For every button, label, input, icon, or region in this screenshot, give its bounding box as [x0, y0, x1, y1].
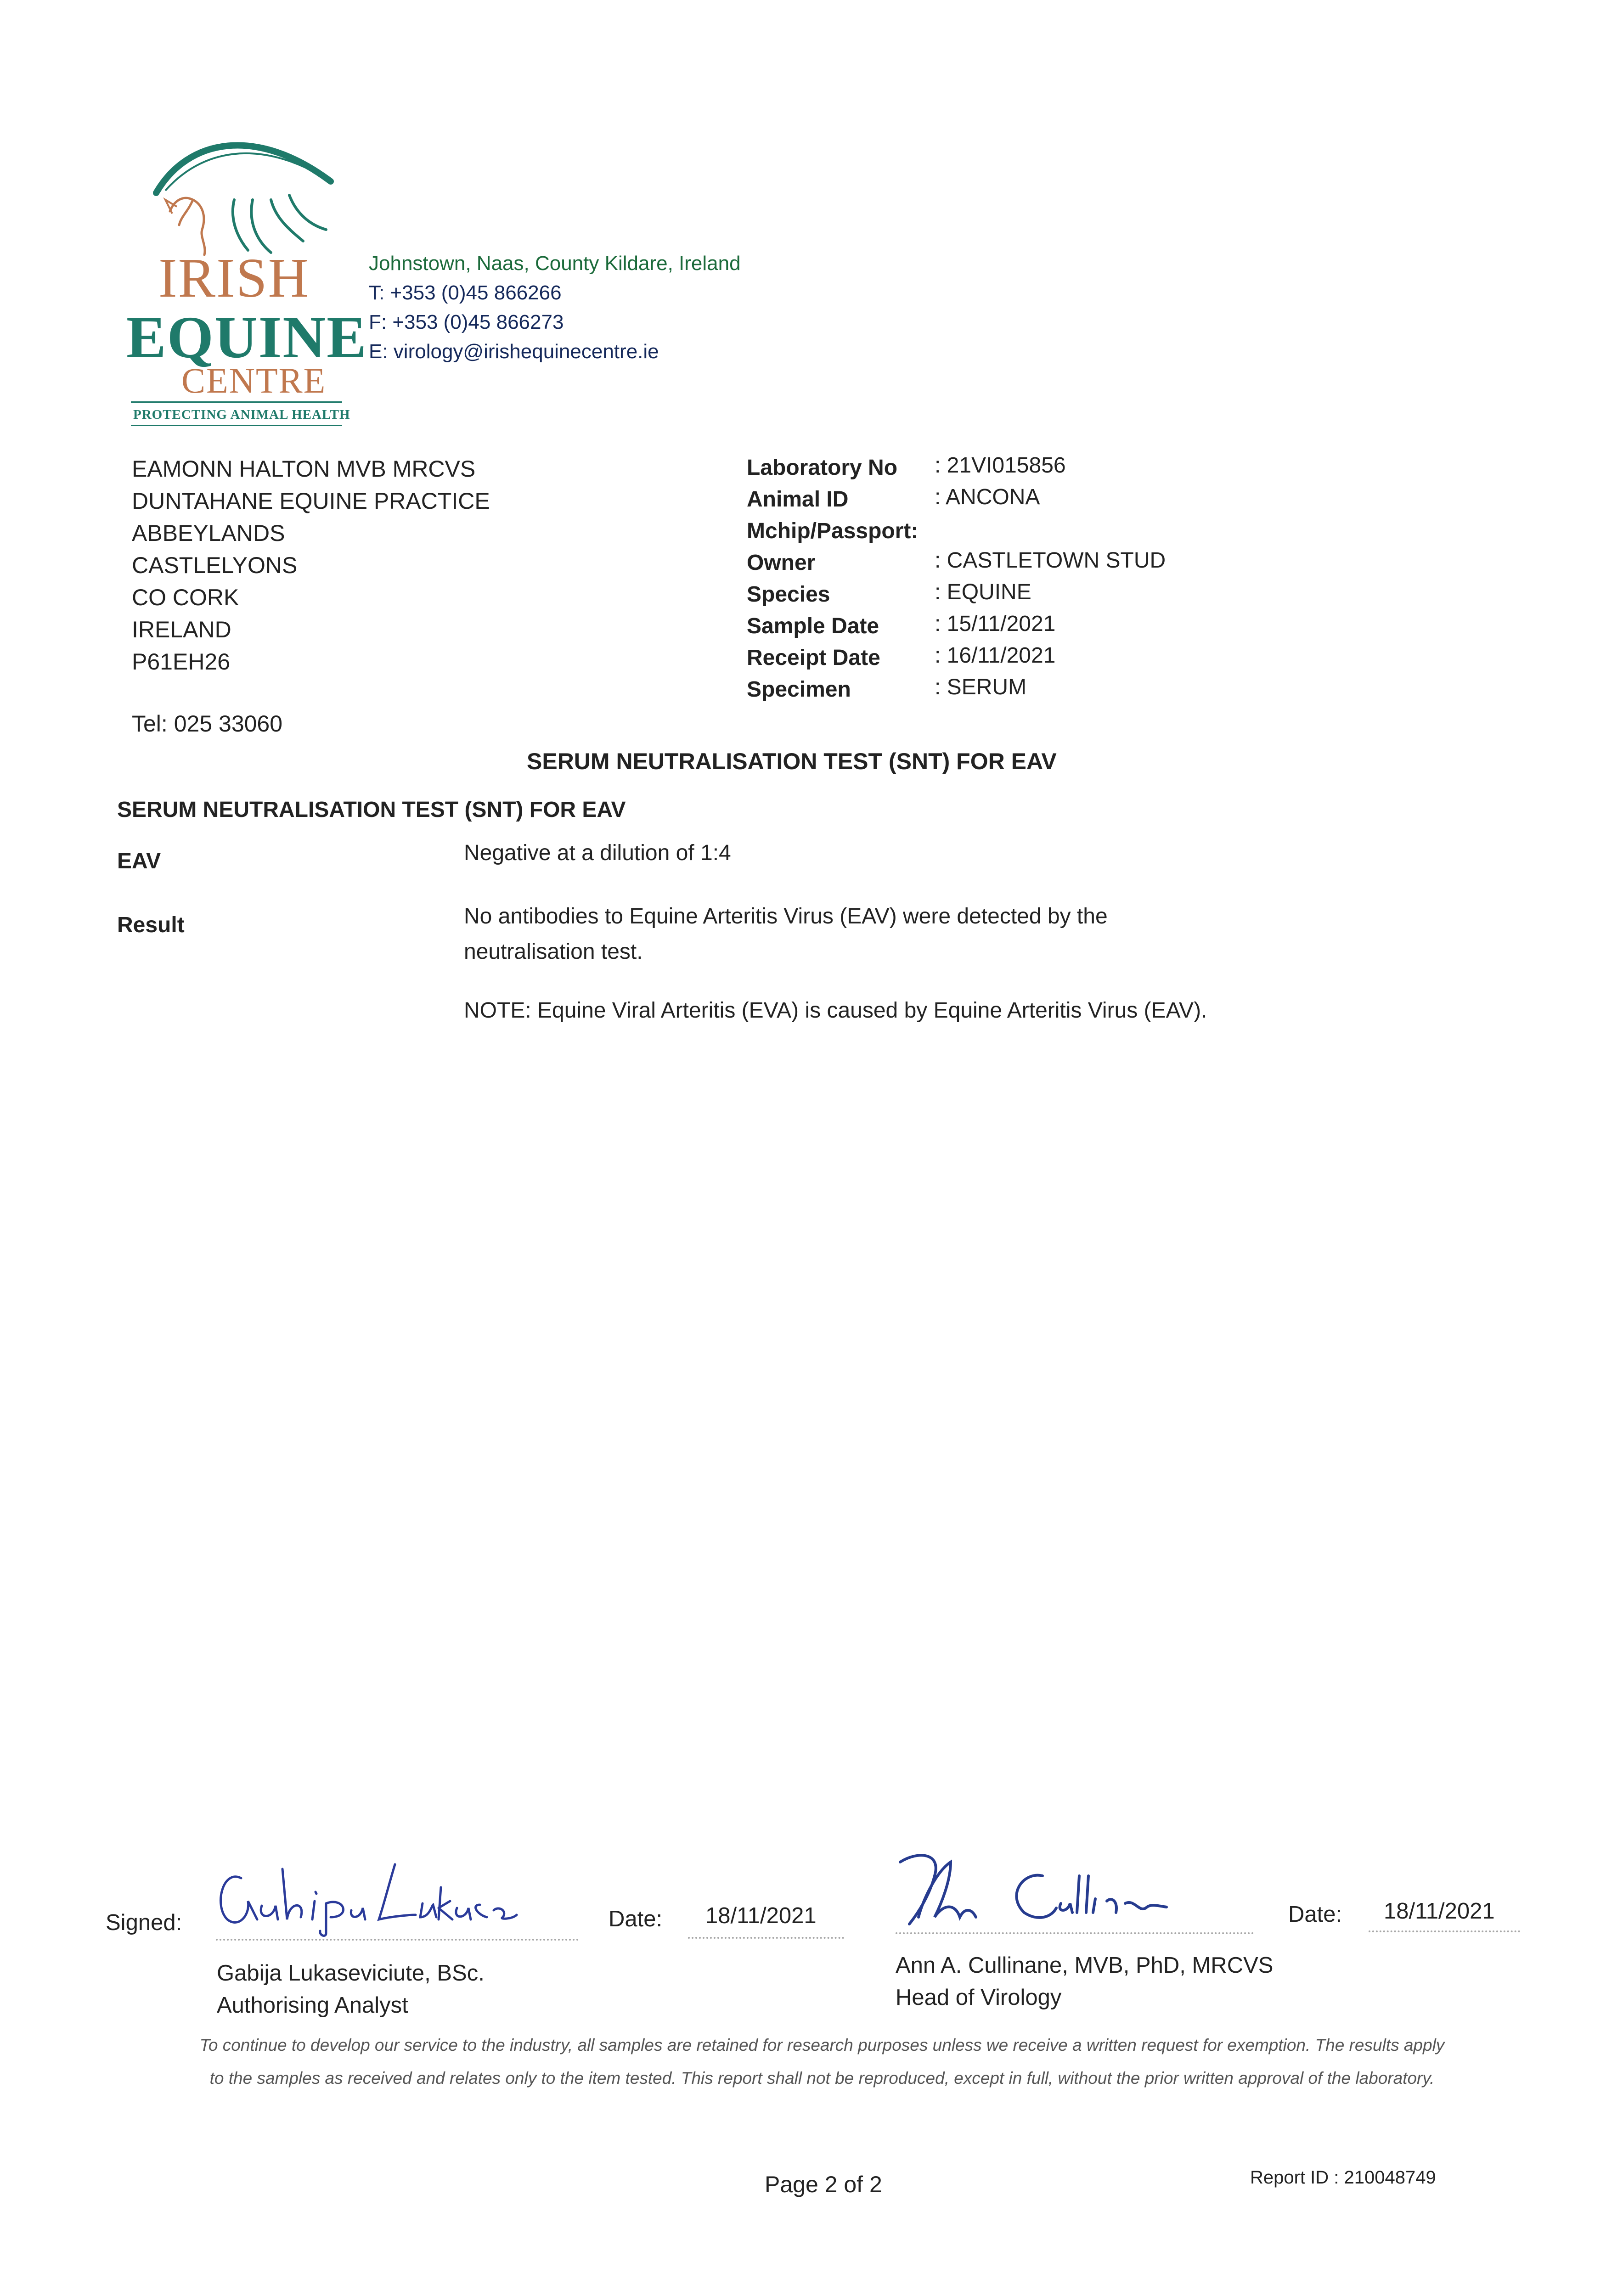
signature-line: [896, 1932, 1254, 1934]
note-text: NOTE: Equine Viral Arteritis (EVA) is caused by Equine Arteritis Virus (EAV).: [464, 998, 1207, 1023]
detail-label-specimen: Specimen: [747, 677, 851, 702]
recipient-line: P61EH26: [132, 649, 231, 675]
date-line: [1369, 1930, 1520, 1932]
signatory-name-left: Gabija Lukaseviciute, BSc.: [217, 1961, 485, 1986]
brand-divider: [131, 401, 342, 403]
detail-value-animal-id: : ANCONA: [935, 485, 1040, 509]
signature-gabija-lukaseviciute: [214, 1851, 530, 1938]
report-title: SERUM NEUTRALISATION TEST (SNT) FOR EAV: [527, 748, 1057, 774]
detail-label-species: Species: [747, 582, 830, 607]
detail-value-receipt-date: : 16/11/2021: [935, 643, 1056, 668]
detail-label-receipt-date: Receipt Date: [747, 646, 880, 670]
detail-label-sample-date: Sample Date: [747, 614, 879, 638]
recipient-line: CO CORK: [132, 585, 239, 610]
signature-ann-cullinane: [891, 1844, 1203, 1931]
detail-value-owner: : CASTLETOWN STUD: [935, 548, 1166, 573]
date-line: [688, 1937, 844, 1939]
detail-value-sample-date: : 15/11/2021: [935, 612, 1056, 636]
brand-name-equine: EQUINE: [126, 304, 367, 371]
signature-date-right: 18/11/2021: [1384, 1899, 1495, 1924]
detail-value-specimen: : SERUM: [935, 675, 1027, 699]
brand-name-irish: IRISH: [158, 247, 310, 309]
result-label: Result: [117, 913, 185, 937]
brand-name-centre: CENTRE: [181, 360, 327, 400]
result-text: No antibodies to Equine Arteritis Virus (EAV) were detected by the neutralisation test.: [464, 904, 1108, 964]
detail-label-animal-id: Animal ID: [747, 487, 849, 512]
signed-label: Signed:: [106, 1910, 182, 1935]
detail-label-mchip-passport: Mchip/Passport:: [747, 519, 919, 543]
contact-email[interactable]: E: virology@irishequinecentre.ie: [369, 340, 659, 363]
detail-label-owner: Owner: [747, 551, 816, 575]
page-number: Page 2 of 2: [765, 2172, 882, 2197]
section-heading: SERUM NEUTRALISATION TEST (SNT) FOR EAV: [117, 798, 626, 822]
contact-fax: F: +353 (0)45 866273: [369, 311, 564, 333]
brand-divider: [131, 425, 342, 426]
brand-tagline: PROTECTING ANIMAL HEALTH: [133, 407, 350, 422]
signature-line: [216, 1939, 579, 1941]
contact-address: Johnstown, Naas, County Kildare, Ireland: [369, 252, 741, 275]
signature-date-left: 18/11/2021: [705, 1903, 817, 1928]
recipient-line: ABBEYLANDS: [132, 520, 285, 546]
detail-label-laboratory-no: Laboratory No: [747, 456, 898, 480]
signatory-name-right: Ann A. Cullinane, MVB, PhD, MRCVS: [896, 1953, 1274, 1978]
recipient-tel: Tel: 025 33060: [132, 711, 283, 737]
contact-phone: T: +353 (0)45 866266: [369, 281, 562, 304]
detail-value-laboratory-no: : 21VI015856: [935, 453, 1066, 478]
eav-value: Negative at a dilution of 1:4: [464, 841, 731, 865]
recipient-line: EAMONN HALTON MVB MRCVS: [132, 456, 476, 482]
signatory-role-right: Head of Virology: [896, 1985, 1062, 2010]
disclaimer-text: To continue to develop our service to the industry, all samples are retained for research purposes unless we receive a written request for exemption. The results apply to the samples as received and relates only to the item tested. This report shall not be reproduced, except in full, without the prior written approval of the laboratory.: [199, 2036, 1445, 2088]
date-label: Date:: [609, 1907, 663, 1931]
date-label: Date:: [1288, 1902, 1342, 1927]
recipient-line: IRELAND: [132, 617, 231, 642]
recipient-line: DUNTAHANE EQUINE PRACTICE: [132, 488, 490, 514]
detail-value-species: : EQUINE: [935, 580, 1031, 604]
recipient-line: CASTLELYONS: [132, 552, 298, 578]
eav-label: EAV: [117, 849, 161, 873]
signatory-role-left: Authorising Analyst: [217, 1993, 408, 2018]
report-id: Report ID : 210048749: [1250, 2167, 1436, 2188]
